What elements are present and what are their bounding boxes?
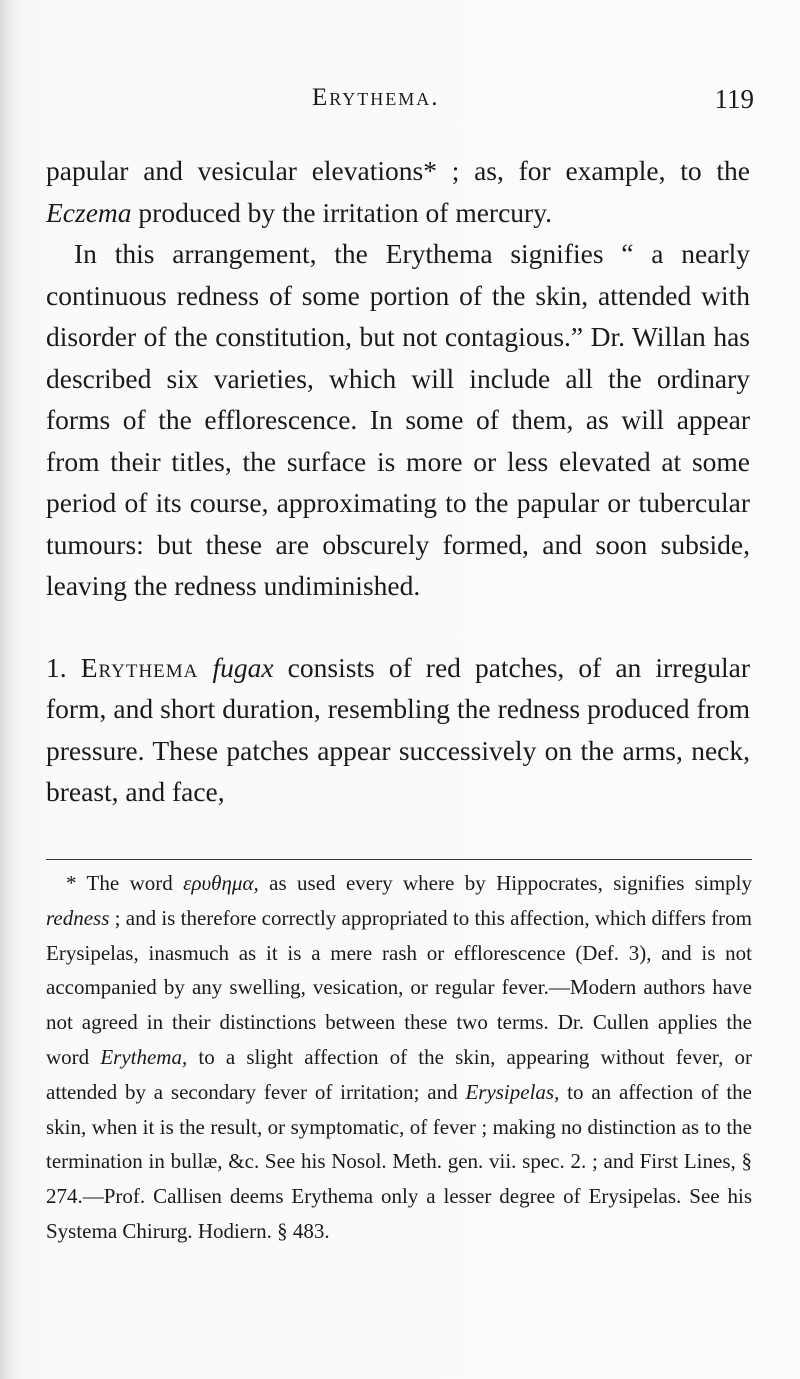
running-head-title: Erythema. bbox=[312, 84, 440, 111]
section-erythema-fugax bbox=[46, 647, 750, 813]
greek-word: ερυθημα, bbox=[183, 871, 259, 895]
section-term: Erythema bbox=[80, 651, 199, 683]
text-run: to a slight affection of the skin, appearing without fever, or attended by a secondary fever of irritation; and bbox=[46, 1044, 752, 1104]
footnote-rule bbox=[46, 859, 752, 860]
italic-term-eczema: Eczema bbox=[46, 196, 132, 228]
italic-term-redness: redness bbox=[46, 905, 110, 930]
section-term-italic: fugax bbox=[212, 651, 274, 683]
paragraph-continued bbox=[46, 150, 750, 233]
paragraph-arrangement: In this arrangement, the Erythema signifies “ a nearly continuous redness of some portion of the skin, attended with disorder of the constitution, but not contagious.” Dr. Willan has described six varieties, which will include all the ordinary forms of the efflorescence. In some of them, as will appear from their titles, the surface is more or less elevated at some period of its course, approximating to the papular or tubercular tumours: but these are obscurely formed, and soon subside, leaving the redness undiminished. bbox=[46, 238, 750, 601]
text-run: as used every where by Hippocrates, signifies simply bbox=[258, 871, 752, 895]
main-text bbox=[46, 150, 750, 813]
italic-term-erysipelas: Erysipelas, bbox=[465, 1079, 560, 1104]
running-head bbox=[0, 84, 800, 124]
text-run: ; and is therefore correctly appropriated to this affection, which differs from Erysipelas, inasmuch as it is a mere rash or efflorescence (Def. 3), and is not accompanied by any swelling, vesication, or regular fever.—Modern authors have not agreed in their distinctions between these two terms. Dr. Cullen applies the word bbox=[46, 905, 752, 1069]
text-run: to an affection of the skin, when it is the result, or symptomatic, of fever ; making no distinction as to the termination in bullæ, &c. See his Nosol. Meth. gen. vii. spec. 2. ; and First Lines, § 274.—Prof. Callisen deems Erythema only a lesser degree of Erysipelas. See his Systema Chirurg. Hodiern. § 483. bbox=[46, 1079, 753, 1243]
footnote-paragraph bbox=[46, 866, 752, 1249]
text-run: * The word bbox=[66, 871, 184, 895]
text-run: produced by the irritation of mercury. bbox=[131, 196, 553, 228]
page-number: 119 bbox=[714, 84, 754, 114]
italic-term-erythema: Erythema, bbox=[100, 1044, 188, 1069]
section-text: consists of red patches, of an irregular form, and short duration, resembling the redness produced from pressure. These patches appear successively on the arms, neck, breast, and face, bbox=[46, 651, 751, 807]
text-run: papular and vesicular elevations* ; as, for example, to the bbox=[46, 155, 750, 186]
section-number: 1. bbox=[46, 651, 67, 683]
footnote bbox=[46, 866, 752, 1249]
